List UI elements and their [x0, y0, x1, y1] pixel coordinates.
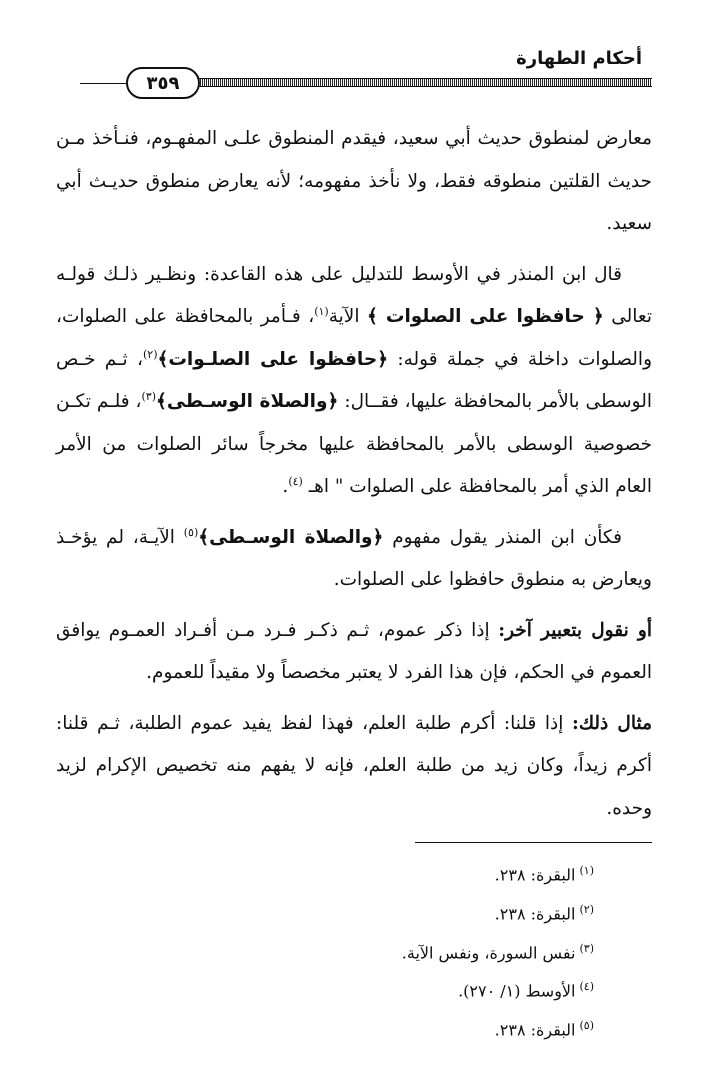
- quran-quote-2: ﴿حافظوا على الصلـوات﴾: [157, 348, 389, 370]
- p2-text-f: .: [282, 476, 289, 497]
- quran-quote-4: ﴿والصلاة الوسـطى﴾: [198, 526, 384, 548]
- footnote-5: [56, 1009, 652, 1048]
- footnote-text: نفس السورة، ونفس الآية.: [401, 942, 576, 962]
- p4-lead: أو نقول بتعبير آخر:: [498, 619, 652, 641]
- p2-text-e: ، فلـم تكـن خصوصية الوسطى بالأمر بالمحافظة عليها مخرجاً سائر الصلوات من الأمر العام الذي أمر بالمحافظة على الصلوات " اهـ: [56, 391, 652, 497]
- page-number: ٣٥٩: [126, 67, 200, 99]
- footnote-mark: (١): [579, 864, 594, 877]
- p5-lead: مثال ذلك:: [572, 712, 652, 734]
- paragraph-4: [56, 610, 652, 695]
- p2-text-b: الآية: [328, 306, 367, 327]
- paragraph-1: معارض لمنطوق حديث أبي سعيد، فيقدم المنطوق علـى المفهـوم، فنـأخذ مـن حديث القلتين منطوقه فقط، ولا نأخذ مفهومه؛ لأنه يعارض منطوق حديـث أبي سعيد.: [56, 128, 652, 234]
- paragraph-5: [56, 703, 652, 831]
- p3-text-b: الآيـة، لم يؤخـذ ويعارض به منطوق حافظوا على الصلوات.: [56, 526, 652, 590]
- header-rule-band: [180, 78, 652, 87]
- p3-text-a: فكأن ابن المنذر يقول مفهوم: [383, 526, 622, 548]
- footnote-ref-1: (١): [314, 304, 329, 318]
- running-title: أحكام الطهارة: [516, 48, 642, 69]
- footnote-1: [56, 854, 652, 893]
- p2-text-c: ، فـأمر بالمحافظة على الصلوات، والصلوات داخلة في جملة قوله:: [56, 306, 652, 370]
- footnote-text: البقرة: ٢٣٨.: [494, 1020, 576, 1040]
- footnote-4: [56, 970, 652, 1009]
- quran-quote-1: ﴿ حافظوا على الصلوات ﴾: [366, 306, 604, 327]
- footnote-mark: (٢): [579, 902, 594, 916]
- p2-text-a: قال ابن المنذر في الأوسط للتدليل على هذه القاعدة: ونظـير ذلـك قولـه تعالى: [56, 263, 652, 327]
- paragraph-2: [56, 254, 652, 509]
- footnote-mark: (٣): [579, 941, 594, 955]
- quran-quote-3: ﴿والصلاة الوسـطى﴾: [156, 391, 339, 412]
- footnote-ref-3: (٣): [141, 389, 157, 403]
- footnote-mark: (٤): [579, 980, 594, 994]
- footnote-separator: [415, 842, 652, 843]
- footnote-text: الأوسط (١/ ٢٧٠).: [458, 981, 576, 1001]
- footnote-text: البقرة: ٢٣٨.: [494, 865, 576, 885]
- footnote-2: [56, 893, 652, 932]
- footnote-ref-5: (٥): [183, 525, 199, 539]
- footnote-ref-4: (٤): [288, 474, 303, 488]
- paragraph-3: [56, 517, 652, 602]
- p2-text-d: ، ثـم خـص الوسطى بالأمر بالمحافظة عليها، فقــال:: [56, 348, 652, 412]
- footnotes: [56, 854, 652, 1048]
- page-header: [80, 40, 652, 100]
- footnote-text: البقرة: ٢٣٨.: [494, 904, 576, 924]
- footnote-3: [56, 932, 652, 971]
- p5-text: إذا قلنا: أكرم طلبة العلم، فهذا لفظ يفيد عموم الطلبة، ثـم قلنا: أكرم زيداً، وكان زيد من طلبة العلم، فإنه لا يفهم منه تخصيص الإكرام لزيد وحده.: [56, 712, 652, 819]
- p4-text: إذا ذكر عموم، ثـم ذكـر فـرد مـن أفـراد العمـوم يوافق العموم في الحكم، فإن هذا الفرد لا يعتبر مخصصاً ولا مقيداً للعموم.: [56, 619, 652, 683]
- body-text: [56, 118, 652, 838]
- footnote-ref-2: (٢): [142, 347, 158, 361]
- footnote-mark: (٥): [579, 1019, 594, 1033]
